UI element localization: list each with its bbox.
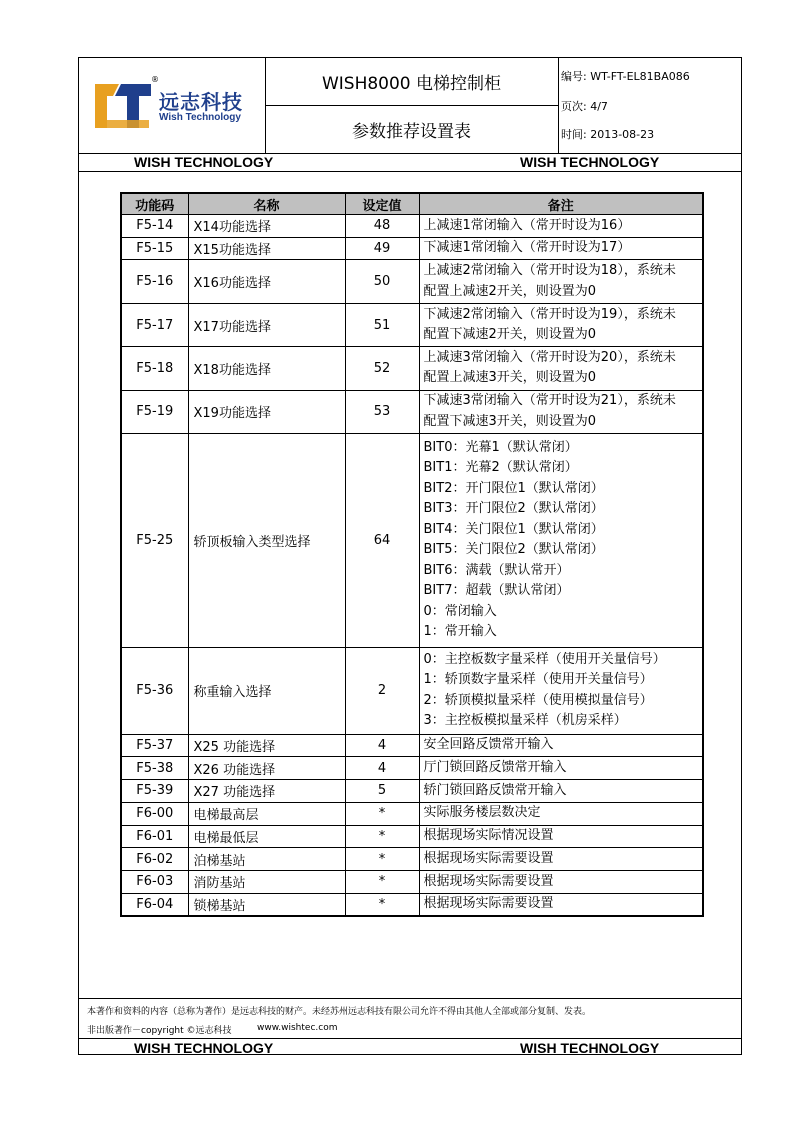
document-subtitle: 参数推荐设置表: [352, 122, 471, 142]
cell-notes: [419, 757, 703, 780]
table-row: [121, 215, 703, 238]
company-logo: [79, 58, 266, 153]
cell-code: F5-15: [121, 237, 188, 260]
table-row: [121, 303, 703, 346]
note-line: BIT6：满载（默认常开）: [423, 562, 570, 578]
cell-name: 电梯最低层: [188, 825, 345, 848]
title-block: [265, 58, 559, 153]
cell-code: F5-37: [121, 734, 188, 757]
cell-code: F5-25: [121, 434, 188, 648]
column-header-code: 功能码: [121, 193, 188, 215]
note-line: 配置上减速2开关，则设置为0: [423, 283, 597, 299]
note-line: 上减速3常闭输入（常开时设为20），系统未: [423, 349, 676, 365]
table-row: [121, 780, 703, 803]
cell-value: 53: [345, 390, 419, 433]
table-row: [121, 734, 703, 757]
table-row: [121, 434, 703, 648]
document-title: WISH8000 电梯控制柜: [265, 58, 558, 106]
company-website: www.wishtec.com: [257, 1023, 338, 1033]
cell-value: *: [345, 802, 419, 825]
parameter-table: [120, 192, 704, 917]
note-line: 下减速2常闭输入（常开时设为19），系统未: [423, 306, 676, 322]
note-line: 配置下减速3开关，则设置为0: [423, 413, 597, 429]
note-line: BIT4：关门限位1（默认常闭）: [423, 521, 604, 537]
copyright-notice: 本著作和资料的内容（总称为著作）是远志科技的财产。未经苏州远志科技有限公司允许不得由其他人全部或部分复制、发表。: [87, 1007, 592, 1017]
cell-code: F5-39: [121, 780, 188, 803]
note-line: 0：常闭输入: [423, 603, 497, 619]
document-meta: [561, 58, 741, 153]
cell-value: 64: [345, 434, 419, 648]
cell-value: 52: [345, 347, 419, 390]
cell-notes: [419, 647, 703, 734]
note-line: 厅门锁回路反馈常开输入: [423, 759, 567, 775]
page-number: 页次: 4/7: [561, 100, 608, 113]
logo-english-name: Wish Technology: [159, 112, 241, 123]
note-line: 上减速1常闭输入（常开时设为16）: [423, 217, 631, 233]
cell-notes: [419, 390, 703, 433]
cell-name: X27 功能选择: [188, 780, 345, 803]
cell-name: X18功能选择: [188, 347, 345, 390]
cell-notes: [419, 848, 703, 871]
cell-code: F5-36: [121, 647, 188, 734]
document-header: [79, 58, 741, 154]
cell-notes: [419, 734, 703, 757]
note-line: 1：轿顶数字量采样（使用开关量信号）: [423, 672, 653, 688]
note-line: 下减速1常闭输入（常开时设为17）: [423, 240, 631, 256]
header-band-left: WISH TECHNOLOGY: [134, 154, 274, 170]
table-row: [121, 893, 703, 916]
note-line: 根据现场实际情况设置: [423, 828, 554, 844]
cell-value: 4: [345, 734, 419, 757]
cell-notes: [419, 825, 703, 848]
note-line: 下减速3常闭输入（常开时设为21），系统未: [423, 393, 676, 409]
cell-name: X16功能选择: [188, 260, 345, 303]
cell-name: 电梯最高层: [188, 802, 345, 825]
cell-notes: [419, 237, 703, 260]
table-row: [121, 870, 703, 893]
cell-code: F6-00: [121, 802, 188, 825]
logo-registered-mark: ®: [151, 75, 159, 84]
table-row: [121, 757, 703, 780]
cell-code: F5-16: [121, 260, 188, 303]
cell-name: X14功能选择: [188, 215, 345, 238]
logo-mark-icon: [93, 80, 153, 132]
note-line: 实际服务楼层数决定: [423, 805, 541, 821]
note-line: 配置上减速3开关，则设置为0: [423, 370, 597, 386]
cell-notes: [419, 347, 703, 390]
note-line: 根据现场实际需要设置: [423, 873, 554, 889]
cell-name: X17功能选择: [188, 303, 345, 346]
logo-chinese-name: 远志科技: [159, 90, 243, 114]
cell-code: F6-01: [121, 825, 188, 848]
note-line: 1：常开输入: [423, 624, 497, 640]
cell-value: 4: [345, 757, 419, 780]
cell-code: F5-17: [121, 303, 188, 346]
note-line: BIT2：开门限位1（默认常闭）: [423, 480, 604, 496]
cell-value: 50: [345, 260, 419, 303]
cell-notes: [419, 215, 703, 238]
table-row: [121, 347, 703, 390]
table-row: [121, 647, 703, 734]
cell-value: *: [345, 870, 419, 893]
table-row: [121, 260, 703, 303]
note-line: 3：主控板模拟量采样（机房采样）: [423, 713, 627, 729]
cell-code: F5-14: [121, 215, 188, 238]
note-line: BIT3：开门限位2（默认常闭）: [423, 501, 604, 517]
cell-name: 轿顶板输入类型选择: [188, 434, 345, 648]
cell-name: 泊梯基站: [188, 848, 345, 871]
cell-code: F5-38: [121, 757, 188, 780]
cell-name: 称重输入选择: [188, 647, 345, 734]
table-row: [121, 825, 703, 848]
note-line: BIT5：关门限位2（默认常闭）: [423, 542, 604, 558]
note-line: 根据现场实际需要设置: [423, 896, 554, 912]
cell-name: X15功能选择: [188, 237, 345, 260]
cell-value: 2: [345, 647, 419, 734]
header-band: [79, 153, 741, 172]
note-line: 配置下减速2开关，则设置为0: [423, 327, 597, 343]
cell-value: 49: [345, 237, 419, 260]
table-header-row: [121, 193, 703, 215]
cell-notes: [419, 893, 703, 916]
cell-name: X19功能选择: [188, 390, 345, 433]
footer-band-left: WISH TECHNOLOGY: [134, 1040, 274, 1056]
doc-number: 编号: WT-FT-EL81BA086: [561, 70, 690, 83]
footer-notice: [79, 998, 741, 1039]
page-frame: [78, 57, 742, 1055]
cell-code: F6-04: [121, 893, 188, 916]
note-line: 根据现场实际需要设置: [423, 850, 554, 866]
cell-code: F6-02: [121, 848, 188, 871]
table-row: [121, 848, 703, 871]
table-row: [121, 390, 703, 433]
header-band-right: WISH TECHNOLOGY: [520, 154, 660, 170]
table-row: [121, 237, 703, 260]
unpublished-notice: 非出版著作－copyright ©远志科技: [87, 1026, 232, 1036]
cell-notes: [419, 780, 703, 803]
cell-code: F5-18: [121, 347, 188, 390]
cell-notes: [419, 870, 703, 893]
column-header-value: 设定值: [345, 193, 419, 215]
cell-name: X26 功能选择: [188, 757, 345, 780]
doc-date: 时间: 2013-08-23: [561, 128, 655, 141]
note-line: 轿门锁回路反馈常开输入: [423, 782, 567, 798]
cell-value: *: [345, 893, 419, 916]
cell-value: 48: [345, 215, 419, 238]
cell-value: 51: [345, 303, 419, 346]
cell-notes: [419, 260, 703, 303]
note-line: BIT7：超载（默认常闭）: [423, 583, 570, 599]
cell-notes: [419, 434, 703, 648]
cell-value: *: [345, 848, 419, 871]
footer-band-right: WISH TECHNOLOGY: [520, 1040, 660, 1056]
cell-notes: [419, 802, 703, 825]
note-line: 上减速2常闭输入（常开时设为18），系统未: [423, 263, 676, 279]
cell-name: X25 功能选择: [188, 734, 345, 757]
note-line: BIT1：光幕2（默认常闭）: [423, 460, 578, 476]
cell-value: 5: [345, 780, 419, 803]
cell-name: 消防基站: [188, 870, 345, 893]
cell-code: F5-19: [121, 390, 188, 433]
table-row: [121, 802, 703, 825]
cell-value: *: [345, 825, 419, 848]
cell-name: 锁梯基站: [188, 893, 345, 916]
column-header-name: 名称: [188, 193, 345, 215]
note-line: 安全回路反馈常开输入: [423, 737, 554, 753]
cell-notes: [419, 303, 703, 346]
footer-band: [79, 1038, 741, 1057]
column-header-notes: 备注: [419, 193, 703, 215]
note-line: BIT0：光幕1（默认常闭）: [423, 439, 578, 455]
note-line: 0：主控板数字量采样（使用开关量信号）: [423, 651, 666, 667]
note-line: 2：轿顶模拟量采样（使用模拟量信号）: [423, 692, 653, 708]
cell-code: F6-03: [121, 870, 188, 893]
